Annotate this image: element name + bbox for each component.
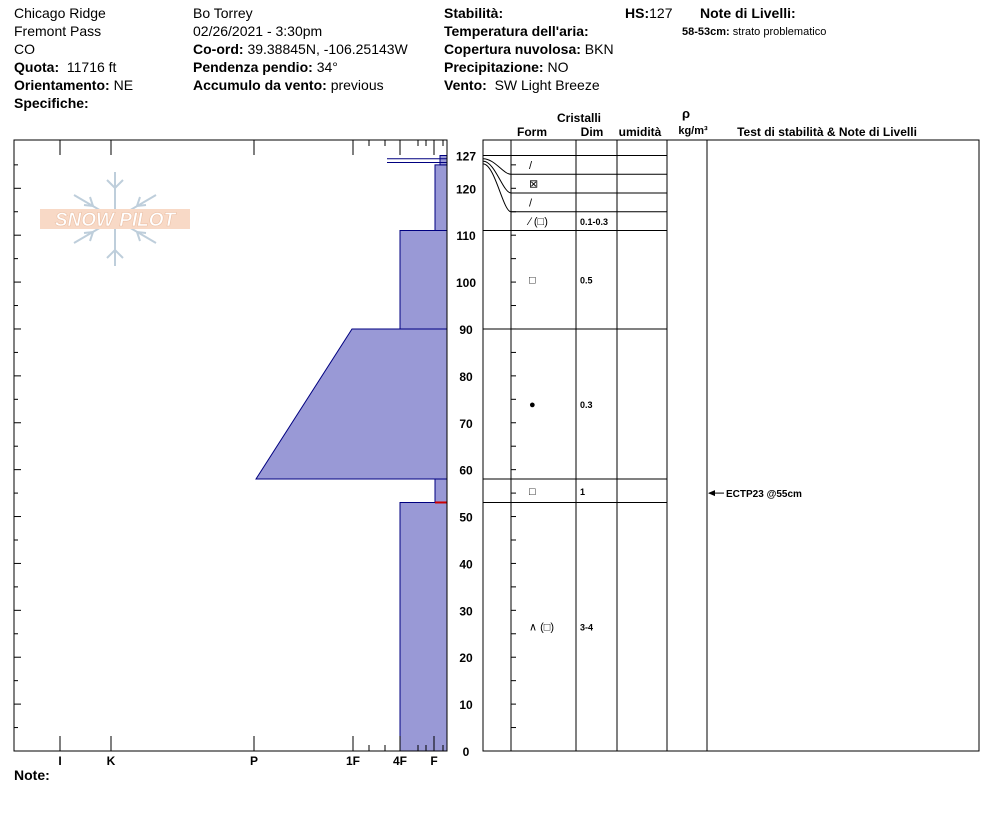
hardness-plot (256, 155, 447, 751)
x-label-1F: 1F (345, 754, 361, 768)
y-label-80: 80 (459, 369, 473, 384)
y-label-110: 110 (456, 229, 476, 244)
area: Fremont Pass (14, 23, 102, 39)
layer-notes-label: Note di Livelli: (700, 5, 796, 21)
crystal-form-7: ∧ (□) (529, 621, 555, 634)
layer-note-range: 58-53cm: (682, 26, 730, 38)
wind-value: SW Light Breeze (494, 77, 600, 93)
y-label-127: 127 (455, 149, 477, 164)
wind-label: Vento: (444, 77, 487, 93)
crystal-size-6: 1 (580, 486, 586, 497)
y-label-0: 0 (462, 745, 470, 759)
slope-value: 34° (316, 59, 338, 75)
air-temp-label: Temperatura dell'aria: (444, 23, 589, 39)
crystal-form-1: ⊠ (529, 178, 539, 191)
y-label-20: 20 (459, 651, 473, 666)
y-label-50: 50 (459, 510, 473, 525)
aspect-label: Orientamento: (14, 77, 110, 93)
snowpilot-logo (40, 172, 190, 266)
y-label-120: 120 (455, 182, 477, 197)
col-crystals: Cristalli (556, 111, 602, 125)
slope-label: Pendenza pendio: (193, 59, 313, 75)
stability-test-0: ECTP23 @55cm (726, 489, 802, 501)
col-form: Form (517, 125, 547, 139)
hardness-layer-0 (400, 502, 447, 751)
stability-label: Stabilità: (444, 5, 504, 21)
coord-label: Co-ord: (193, 41, 244, 57)
crystal-size-7: 3-4 (580, 622, 594, 633)
hardness-layer-3 (400, 231, 447, 329)
y-label-40: 40 (459, 557, 473, 572)
hardness-layer-2 (256, 329, 447, 479)
stability-arrowhead-0 (708, 490, 715, 496)
crystal-form-3: ∕ (□) (529, 216, 548, 229)
col-rho: ρ (681, 106, 691, 121)
y-label-90: 90 (459, 322, 473, 337)
crystal-form-0: / (529, 159, 533, 172)
x-label-4F: 4F (392, 754, 408, 768)
x-label-K: K (106, 754, 116, 768)
aspect-value: NE (113, 77, 134, 93)
elevation-label: Quota: (14, 59, 60, 75)
wind-loading-label: Accumulo da vento: (193, 77, 327, 93)
connector-2 (483, 164, 511, 212)
hs-value: 127 (649, 5, 673, 21)
y-label-70: 70 (459, 416, 473, 431)
datetime: 02/26/2021 - 3:30pm (193, 23, 323, 39)
elevation-value: 11716 ft (66, 59, 117, 75)
observer: Bo Torrey (193, 5, 253, 21)
y-label-100: 100 (455, 276, 477, 291)
notes-label: Note: (14, 767, 50, 783)
precip-label: Precipitazione: (444, 59, 544, 75)
height-axis (456, 149, 476, 759)
crystal-size-3: 0.1-0.3 (580, 217, 609, 228)
sky-value: BKN (584, 41, 614, 57)
crystal-form-5: ● (529, 399, 536, 412)
col-tests: Test di stabilità & Note di Livelli (737, 125, 917, 139)
y-label-10: 10 (459, 698, 473, 713)
hardness-layer-4 (435, 165, 447, 231)
wind-loading-value: previous (330, 77, 384, 93)
hardness-layer-5 (440, 155, 447, 164)
crystal-size-4: 0.5 (580, 275, 593, 286)
y-label-60: 60 (459, 463, 473, 478)
logo-text: SNOW PILOT (54, 210, 176, 231)
state: CO (14, 41, 35, 57)
x-label-I: I (58, 754, 62, 768)
crystal-form-6: □ (529, 485, 536, 498)
location: Chicago Ridge (14, 5, 106, 21)
hs-label: HS: (625, 5, 650, 21)
crystal-form-2: / (529, 197, 533, 210)
table-frame (483, 140, 979, 751)
precip-value: NO (547, 59, 569, 75)
hardness-layer-1 (435, 479, 447, 502)
coord-value: 39.38845N, -106.25143W (247, 41, 408, 57)
col-moisture: umidità (618, 125, 662, 139)
col-density: kg/m³ (678, 125, 708, 137)
crystal-table (483, 140, 979, 751)
x-label-F: F (430, 754, 438, 768)
column-headers (517, 106, 917, 139)
sky-label: Copertura nuvolosa: (444, 41, 581, 57)
col-size: Dim (580, 125, 604, 139)
y-label-30: 30 (459, 604, 473, 619)
crystal-form-4: □ (529, 274, 536, 287)
x-label-P: P (249, 754, 259, 768)
crystal-size-5: 0.3 (580, 400, 593, 411)
specifics-label: Specifiche: (14, 95, 89, 111)
layer-note-text: strato problematico (732, 26, 827, 38)
